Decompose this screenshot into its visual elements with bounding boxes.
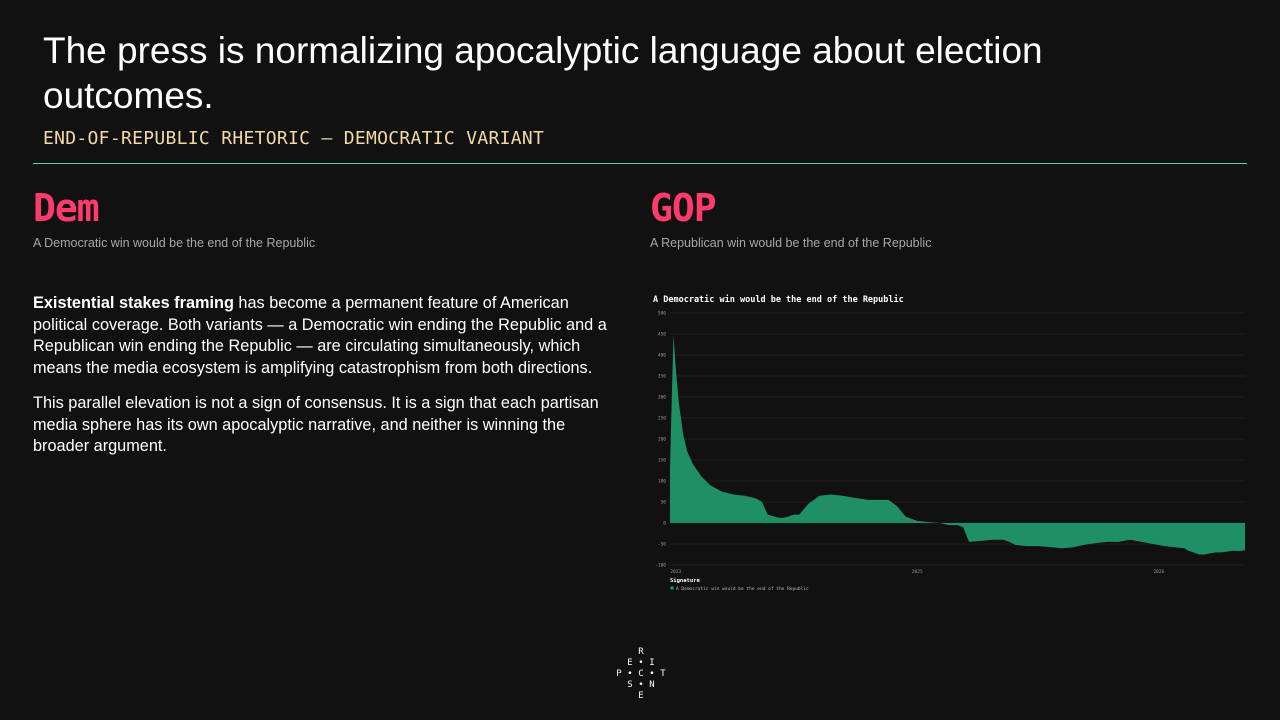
y-tick-label: 250 <box>657 416 666 422</box>
chart-title: A Democratic win would be the end of the Republic <box>653 295 904 305</box>
logo-letter: I <box>649 658 655 668</box>
y-tick-label: -50 <box>657 542 666 548</box>
legend-swatch <box>670 586 674 590</box>
gop-subheading: A Republican win would be the end of the Republic <box>650 236 932 250</box>
brand-logo <box>611 646 671 702</box>
x-tick-label: 2026 <box>1153 570 1165 575</box>
y-tick-label: 450 <box>657 332 666 338</box>
paragraph-2: This parallel elevation is not a sign of consensus. It is a sign that each partisan media sphere has its own apocalyptic narrative, and neither is winning the broader argument. <box>33 394 599 455</box>
y-tick-label: 150 <box>657 458 666 464</box>
paragraph-1 <box>33 293 623 379</box>
area-chart <box>650 290 1250 595</box>
chart-container <box>650 290 1250 595</box>
legend-title: Signature <box>670 578 700 584</box>
chart-series <box>670 334 1245 555</box>
y-tick-label: 0 <box>663 521 666 527</box>
y-tick-label: -100 <box>655 563 666 569</box>
y-tick-label: 200 <box>657 437 666 443</box>
logo-letter: P <box>616 669 622 679</box>
y-tick-label: 50 <box>660 500 666 506</box>
gop-heading: GOP <box>650 186 716 230</box>
chart-legend <box>670 578 809 592</box>
y-tick-label: 350 <box>657 374 666 380</box>
dem-subheading: A Democratic win would be the end of the Republic <box>33 236 316 250</box>
y-tick-label: 100 <box>657 479 666 485</box>
logo-letter: T <box>660 669 666 679</box>
x-tick-label: 2025 <box>911 570 923 575</box>
page-title: The press is normalizing apocalyptic language about election outcomes. <box>43 30 1043 116</box>
logo-dot: • <box>638 680 644 690</box>
y-tick-label: 300 <box>657 395 666 401</box>
paragraph-1-rest: has become a permanent feature of American political coverage. Both variants — a Democratic win ending the Republic and a Republican win ending the Republic — are circulating simultaneously, which means the media ecosystem is amplifying catastrophism from both directions. <box>33 294 607 377</box>
header-divider <box>33 163 1247 164</box>
y-axis <box>655 311 666 569</box>
logo-letter: S <box>627 680 633 690</box>
x-axis <box>670 569 1164 575</box>
area-series <box>670 334 1245 555</box>
logo-dot: • <box>627 669 633 679</box>
logo-letter: R <box>638 647 644 657</box>
logo-letter: N <box>649 680 655 690</box>
legend-entry: A Democratic win would be the end of the Republic <box>676 587 809 592</box>
logo-letter: E <box>638 691 644 701</box>
page-subtitle: END-OF-REPUBLIC RHETORIC — DEMOCRATIC VARIANT <box>43 128 545 149</box>
logo-dot: • <box>649 669 655 679</box>
paragraph-1-bold: Existential stakes framing <box>33 294 234 312</box>
x-tick-label: 2023 <box>670 570 682 575</box>
logo-dot: • <box>638 658 644 668</box>
dem-heading: Dem <box>33 186 99 230</box>
logo-letter: C <box>638 669 644 679</box>
y-tick-label: 400 <box>657 353 666 359</box>
body-text <box>33 293 623 472</box>
y-tick-label: 500 <box>657 311 666 317</box>
logo-letter: E <box>627 658 633 668</box>
